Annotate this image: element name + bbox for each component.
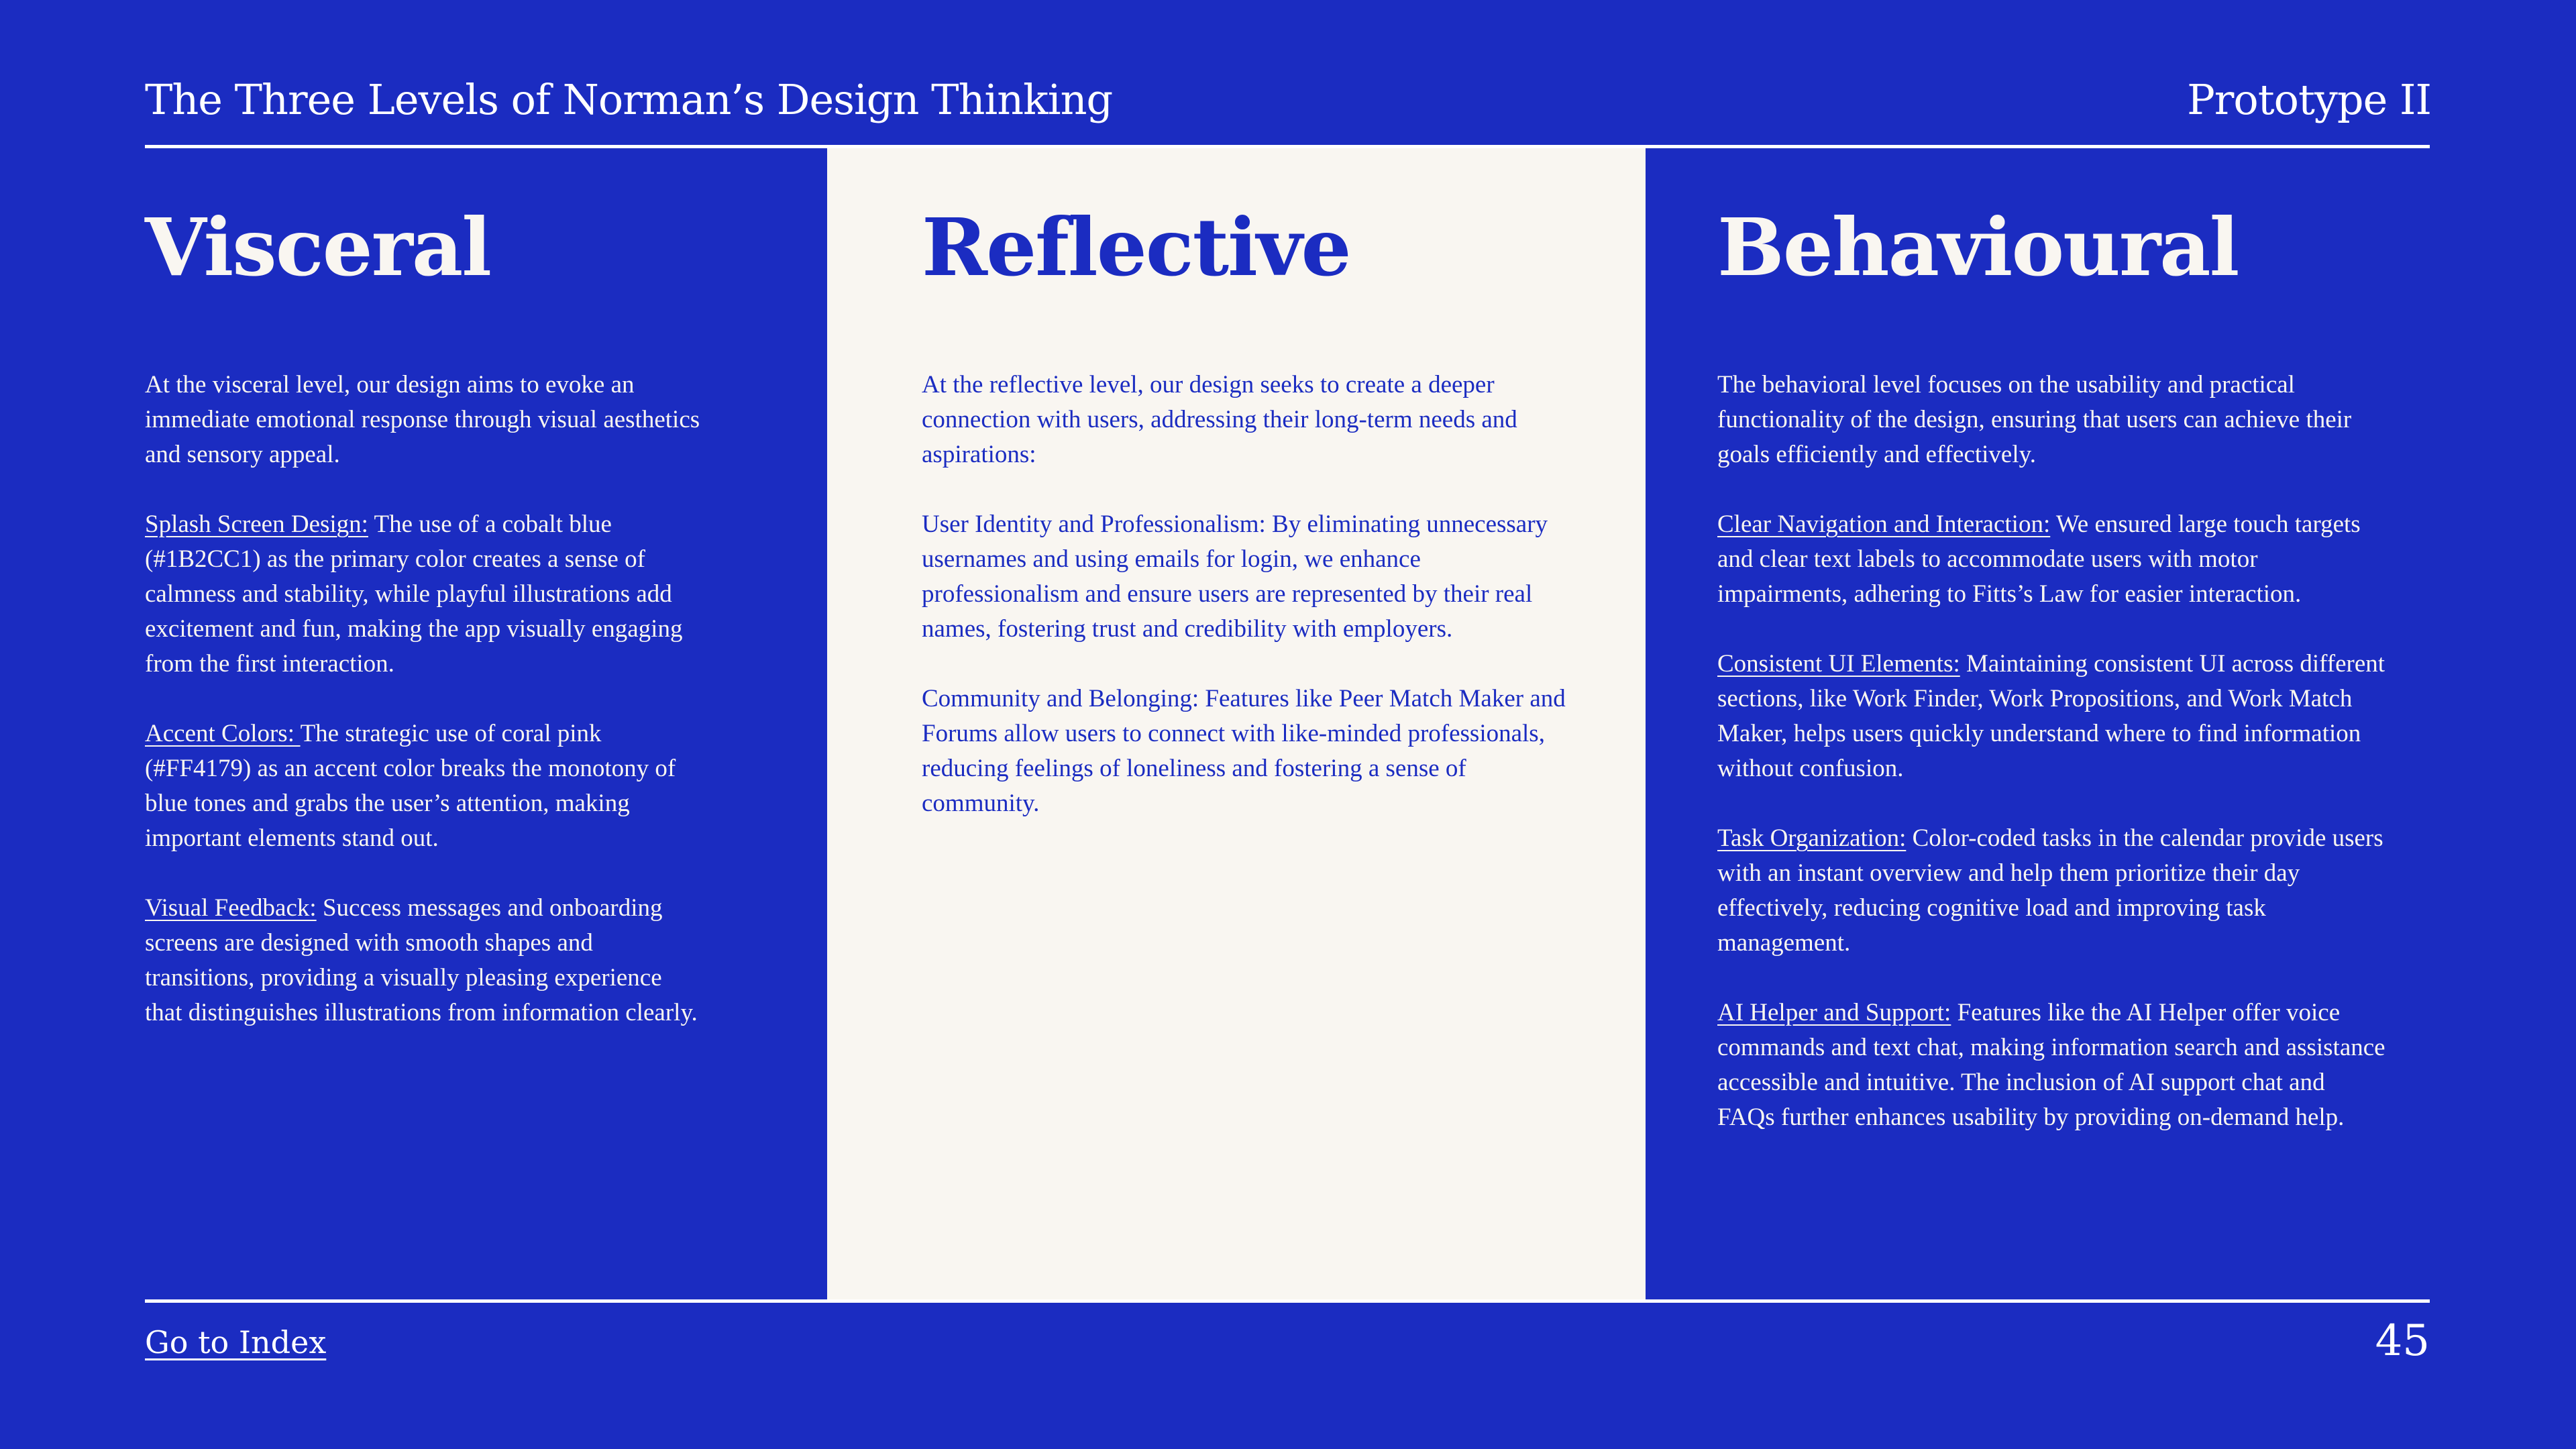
page-number: 45	[2375, 1316, 2430, 1366]
paragraph-text: At the reflective level, our design seeks to create a deeper connection with users, addressing their long-term needs and aspirations:	[922, 371, 1517, 468]
paragraph-text: The use of a cobalt blue (#1B2CC1) as the primary color creates a sense of calmness and stability, while playful illustrations add excitement and fun, making the app visually engaging from the first interaction.	[145, 511, 683, 678]
paragraph-lead: Splash Screen Design:	[145, 511, 368, 538]
slide-title: The Three Levels of Norman’s Design Thinking	[145, 75, 1113, 124]
paragraph	[145, 507, 702, 682]
paragraph-text: User Identity and Professionalism: By eliminating unnecessary usernames and using emails for login, we enhance professionalism and ensure users are represented by their real names, fostering trust and credibility with employers.	[922, 511, 1548, 643]
column-heading: Reflective	[922, 201, 1350, 294]
column-heading: Visceral	[145, 201, 491, 294]
column-reflective	[922, 201, 1579, 856]
paragraph-lead: Consistent UI Elements:	[1717, 650, 1960, 678]
column-visceral	[145, 201, 702, 1065]
go-to-index-link[interactable]: Go to Index	[145, 1324, 327, 1360]
paragraph-text: Color-coded tasks in the calendar provide users with an instant overview and help them prioritize their day effectively, reducing cognitive load and improving task management.	[1717, 824, 2383, 957]
column-body	[1717, 368, 2388, 1135]
paragraph	[1717, 647, 2388, 786]
paragraph-text: Features like the AI Helper offer voice commands and text chat, making information search and assistance accessible and intuitive. The inclusion of AI support chat and FAQs further enhances usability by providing on-demand help.	[1717, 999, 2385, 1131]
paragraph-lead: Clear Navigation and Interaction:	[1717, 511, 2051, 538]
paragraph	[145, 891, 702, 1030]
paragraph	[145, 368, 702, 472]
paragraph	[1717, 996, 2388, 1135]
section-label: Prototype II	[2187, 75, 2431, 124]
paragraph	[922, 682, 1579, 821]
paragraph-text: We ensured large touch targets and clear text labels to accommodate users with motor impairments, adhering to Fitts’s Law for easier interaction.	[1717, 511, 2361, 608]
column-body	[922, 368, 1579, 821]
paragraph	[1717, 507, 2388, 612]
paragraph-text: At the visceral level, our design aims to evoke an immediate emotional response through visual aesthetics and sensory appeal.	[145, 371, 700, 468]
paragraph-lead: Accent Colors:	[145, 720, 301, 747]
paragraph	[145, 716, 702, 856]
paragraph-lead: AI Helper and Support:	[1717, 999, 1951, 1026]
paragraph-text: Community and Belonging: Features like Peer Match Maker and Forums allow users to connect with like-minded professionals, reducing feelings of loneliness and fostering a sense of community.	[922, 685, 1566, 817]
paragraph-text: Maintaining consistent UI across different sections, like Work Finder, Work Propositions, and Work Match Maker, helps users quickly understand where to find information without confusion.	[1717, 650, 2385, 782]
paragraph	[1717, 821, 2388, 961]
paragraph-lead: Visual Feedback:	[145, 894, 317, 922]
paragraph	[1717, 368, 2388, 472]
paragraph-text: The strategic use of coral pink (#FF4179) as an accent color breaks the monotony of blue tones and grabs the user’s attention, making important elements stand out.	[145, 720, 676, 852]
column-heading: Behavioural	[1717, 201, 2239, 294]
paragraph-lead: Task Organization:	[1717, 824, 1907, 852]
paragraph	[922, 368, 1579, 472]
column-behavioural	[1717, 201, 2388, 1170]
bottom-divider	[145, 1299, 2430, 1303]
paragraph	[922, 507, 1579, 647]
column-body	[145, 368, 702, 1030]
paragraph-text: Success messages and onboarding screens are designed with smooth shapes and transitions, providing a visually pleasing experience that distinguishes illustrations from information clearly.	[145, 894, 698, 1026]
paragraph-text: The behavioral level focuses on the usability and practical functionality of the design, ensuring that users can achieve their goals efficiently and effectively.	[1717, 371, 2352, 468]
